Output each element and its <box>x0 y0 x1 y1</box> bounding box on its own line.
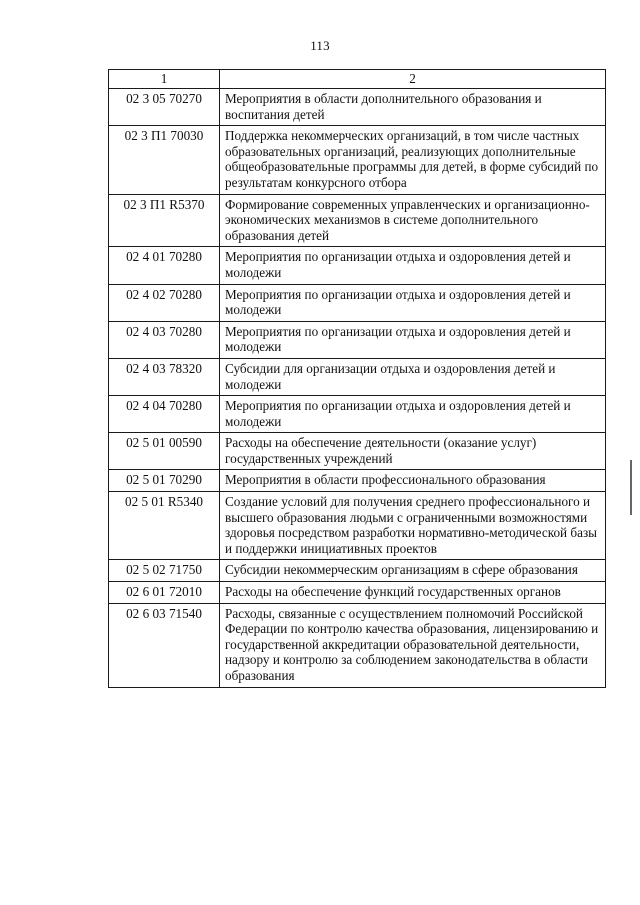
row-description: Расходы на обеспечение функций государственных органов <box>220 582 606 604</box>
table-row <box>109 603 606 687</box>
table-header-row <box>109 70 606 89</box>
row-code: 02 3 05 70270 <box>109 89 220 126</box>
table-row <box>109 358 606 395</box>
row-code: 02 5 02 71750 <box>109 560 220 582</box>
row-description: Мероприятия в области профессионального образования <box>220 470 606 492</box>
row-code: 02 4 04 70280 <box>109 396 220 433</box>
table-row <box>109 126 606 194</box>
row-description: Мероприятия по организации отдыха и оздоровления детей и молодежи <box>220 321 606 358</box>
row-description: Поддержка некоммерческих организаций, в том числе частных образовательных организаций, реализующих дополнительные общеобразовательные программы для детей, в форме субсидий по результатам конкурсного отбора <box>220 126 606 194</box>
budget-code-table <box>108 69 606 688</box>
row-code: 02 4 03 78320 <box>109 358 220 395</box>
row-description: Расходы, связанные с осуществлением полномочий Российской Федерации по контролю качества образования, лицензированию и государственной аккредитации образовательной деятельности, надзору и контролю за соблюдением законодательства в области образования <box>220 603 606 687</box>
row-code: 02 4 03 70280 <box>109 321 220 358</box>
row-code: 02 5 01 70290 <box>109 470 220 492</box>
row-code: 02 5 01 00590 <box>109 433 220 470</box>
page-number: 113 <box>310 38 330 53</box>
row-description: Мероприятия по организации отдыха и оздоровления детей и молодежи <box>220 247 606 284</box>
row-description: Субсидии некоммерческим организациям в сфере образования <box>220 560 606 582</box>
table-row <box>109 396 606 433</box>
column-header-code: 1 <box>109 70 220 89</box>
scan-edge-mark <box>630 460 632 515</box>
row-description: Мероприятия по организации отдыха и оздоровления детей и молодежи <box>220 396 606 433</box>
table-row <box>109 433 606 470</box>
row-description: Формирование современных управленческих и организационно-экономических механизмов в системе дополнительного образования детей <box>220 194 606 247</box>
table-row <box>109 492 606 560</box>
table-row <box>109 321 606 358</box>
row-code: 02 6 01 72010 <box>109 582 220 604</box>
row-description: Расходы на обеспечение деятельности (оказание услуг) государственных учреждений <box>220 433 606 470</box>
row-description: Мероприятия по организации отдыха и оздоровления детей и молодежи <box>220 284 606 321</box>
table-row <box>109 284 606 321</box>
table-row <box>109 582 606 604</box>
row-description: Субсидии для организации отдыха и оздоровления детей и молодежи <box>220 358 606 395</box>
row-description: Создание условий для получения среднего профессионального и высшего образования людьми с ограниченными возможностями здоровья посредством разработки нормативно-методической базы и поддержки инициативных проектов <box>220 492 606 560</box>
row-code: 02 3 П1 70030 <box>109 126 220 194</box>
table-row <box>109 194 606 247</box>
table-row <box>109 247 606 284</box>
table-row <box>109 89 606 126</box>
row-code: 02 4 02 70280 <box>109 284 220 321</box>
row-code: 02 3 П1 R5370 <box>109 194 220 247</box>
row-code: 02 6 03 71540 <box>109 603 220 687</box>
row-description: Мероприятия в области дополнительного образования и воспитания детей <box>220 89 606 126</box>
column-header-description: 2 <box>220 70 606 89</box>
table-row <box>109 470 606 492</box>
table-row <box>109 560 606 582</box>
row-code: 02 5 01 R5340 <box>109 492 220 560</box>
row-code: 02 4 01 70280 <box>109 247 220 284</box>
